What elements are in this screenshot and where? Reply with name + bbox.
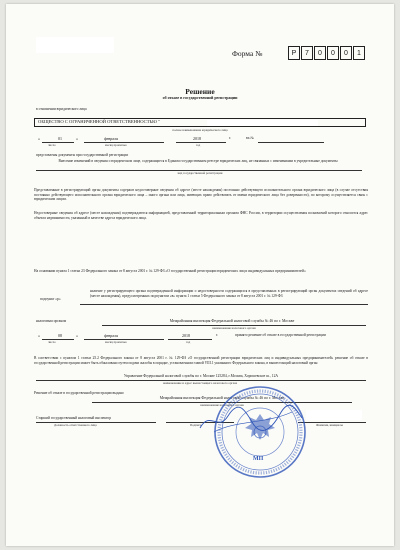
paragraph-confirmation: Недостоверные сведения об адресе (месте нахождения) подтверждаются информацией, представленной территориальным органом ФНС России, в территории осуществления полномочий которого относится адрес объекта недвижимости, указанный в качестве адреса юридического лица. xyxy=(34,211,368,220)
subparagraph-text: наличие у регистрирующего органа подтвержденной информации о недостоверности содержащихся в представленных в регистрирующий орган документах сведений об адресе (месте нахождения), предусмотренных подпунктом «в» пункта 1 статьи 5 Федерального закона от 8 августа 2001 г. № 129-ФЗ xyxy=(90,289,368,298)
entity-name: ОБЩЕСТВО С ОГРАНИЧЕННОЙ ОТВЕТСТВЕННОСТЬЮ " xyxy=(38,119,160,124)
form-code xyxy=(288,46,366,60)
form-code-cell: Р xyxy=(288,46,300,60)
document-page: Форма № Р 7 0 0 0 1 Решение об отказе в государственной регистрации в отношении юридического лица ОБЩЕСТВО С ОГРАНИЧЕННОЙ ОТВЕТСТВЕННОСТЬЮ " полное наименование юридического лица « 01 » февраля 2018 г. вх.№ число месяц прописью год представлены документы при государственной регистрации Внесение изменений в сведения о юридическом лице, содержащиеся в Едином государственном реестре юридических лиц, не связанных с изменениями в учредительные документы вид государственной регистрации Представленные в регистрирующий орган документы содержат недостоверные сведения об адресе (месте нахождения) постоянно действующего исполнительного органа юридического лица (в случае отсутствия постоянно действующего исполнительного органа юридического лица – иного органа или лица, имеющих право действовать от имени юридического лица без доверенности), по которому осуществляется связь с юридическим лицом. Недостоверные сведения об адресе (месте нахождения) подтверждаются информацией, представленной территориальным органом ФНС России, в территории осуществления полномочий которого относится адрес объекта недвижимости, указанный в качестве адреса юридического лица. На основании пункта 1 статьи 23 Федерального закона от 8 августа 2001 г. № 129-ФЗ «О государственной регистрации юридических лиц и индивидуальных предпринимателей» подпункт «р» наличие у регистрирующего органа подтвержденной информации о недостоверности содержащихся в представленных в регистрирующий орган документах сведений об адресе (месте нахождения), предусмотренных подпунктом «в» пункта 1 статьи 5 Федерального закона от 8 августа 2001 г. № 129-ФЗ налоговым органом Межрайонная инспекция Федеральной налоговой службы № 46 по г. Москве наименование налогового органа « 08 » февраля 2018 г. принято решение об отказе в государственной регистрации число месяц прописью год В соответствии с пунктом 1 статьи 25.2 Федерального закона от 8 августа 2001 г. № 129-ФЗ «О государственной регистрации юридических лиц и индивидуальных предпринимателей» решение об отказе в государственной регистрации может быть обжаловано путем подачи жалобы в порядке, установленном главой VIII.1 указанного Федерального закона, в вышестоящий налоговый орган Управление Федеральной налоговой службы по г. Москве 125284, г.Москва, Хорошевское ш., 12А наименование и адрес вышестоящего налогового органа Решение об отказе в государственной регистрации выдано Межрайонная инспекция Федеральной налоговой службы № 46 по г. Москве наименование налогового органа Старший государственный налоговый инспектор Должность ответственного лица Подпись Фамилия, инициалы МП xyxy=(6,4,394,546)
date2-day: 08 xyxy=(58,333,62,338)
date2-day-caption: число xyxy=(48,340,56,344)
redacted-signer-name xyxy=(306,410,362,420)
submitted-label: представлены документы при государственной регистрации xyxy=(36,153,129,157)
fio-caption: Фамилия, инициалы xyxy=(316,423,343,427)
subparagraph-label: подпункт «р» xyxy=(40,297,61,301)
form-code-cell: 7 xyxy=(301,46,313,60)
date2-month-caption: месяц прописью xyxy=(105,340,127,344)
signer-position-caption: Должность ответственного лица xyxy=(54,423,97,427)
upper-authority-caption: наименование и адрес вышестоящего налогового органа xyxy=(162,381,238,385)
issued-label: Решение об отказе в государственной регистрации выдано xyxy=(34,391,124,395)
registration-type-caption: вид государственной регистрации xyxy=(177,171,223,175)
redacted-header xyxy=(36,37,114,53)
signer-position: Старший государственный налоговый инспектор xyxy=(36,416,112,420)
date1-suffix: г. xyxy=(229,136,231,140)
paragraph-reason: Представленные в регистрирующий орган документы содержат недостоверные сведения об адресе (месте нахождения) постоянно действующего исполнительного органа юридического лица (в случае отсутствия постоянно действующего исполнительного органа юридического лица – иного органа или лица, имеющих право действовать от имени юридического лица без доверенности), по которому осуществляется связь с юридическим лицом. xyxy=(34,188,368,202)
official-seal xyxy=(212,384,308,480)
form-code-cell: 1 xyxy=(353,46,365,60)
date1-month: февраля xyxy=(104,136,118,141)
date2-year: 2018 xyxy=(182,333,190,338)
date2-year-caption: год xyxy=(186,340,191,344)
redacted-entity-name xyxy=(207,120,318,126)
date1-year-caption: год xyxy=(196,143,201,147)
issued-to: Межрайонная инспекция Федеральной налоговой службы № 46 по г. Москве xyxy=(159,396,285,400)
paragraph-legal-basis: На основании пункта 1 статьи 23 Федерального закона от 8 августа 2001 г. № 129-ФЗ «О государственной регистрации юридических лиц и индивидуальных предпринимателей» xyxy=(34,269,306,273)
seal-icon xyxy=(212,384,308,480)
issued-caption: наименование налогового органа xyxy=(200,403,244,407)
incoming-number-label: вх.№ xyxy=(246,136,254,140)
entity-name-caption: полное наименование юридического лица xyxy=(172,128,228,132)
authority-label: налоговым органом xyxy=(36,319,67,323)
date1-day-caption: число xyxy=(48,143,56,147)
page-subtitle: об отказе в государственной регистрации xyxy=(162,95,238,100)
form-code-cell: 0 xyxy=(340,46,352,60)
registration-type: Внесение изменений в сведения о юридическом лице, содержащиеся в Едином государственном реестре юридических лиц, не связанных с изменениями в учредительные документы xyxy=(58,159,338,163)
date2-month: февраля xyxy=(104,333,118,338)
date1-month-caption: месяц прописью xyxy=(105,143,127,147)
authority-caption: наименование налогового органа xyxy=(212,326,256,330)
seal-center-text: МП xyxy=(253,456,264,462)
form-code-cell: 0 xyxy=(314,46,326,60)
page-title: Решение xyxy=(185,87,215,96)
relation-label: в отношении юридического лица xyxy=(36,107,87,111)
decision-note: принято решение об отказе в государственной регистрации xyxy=(235,333,326,337)
date2-suffix: г. xyxy=(216,333,218,337)
date1-day: 01 xyxy=(58,136,62,141)
paragraph-appeal: В соответствии с пунктом 1 статьи 25.2 Федерального закона от 8 августа 2001 г. № 129-ФЗ «О государственной регистрации юридических лиц и индивидуальных предпринимателей» решение об отказе в государственной регистрации может быть обжаловано путем подачи жалобы в порядке, установленном главой VIII.1 указанного Федерального закона, в вышестоящий налоговый орган xyxy=(34,356,368,365)
date1-year: 2018 xyxy=(193,136,201,141)
upper-authority: Управление Федеральной налоговой службы по г. Москве 125284, г.Москва, Хорошевское ш., 12А xyxy=(123,374,279,378)
signature-caption: Подпись xyxy=(190,423,202,427)
form-code-cell: 0 xyxy=(327,46,339,60)
authority-name: Межрайонная инспекция Федеральной налоговой службы № 46 по г. Москве xyxy=(169,319,295,323)
form-label: Форма № xyxy=(232,49,263,58)
